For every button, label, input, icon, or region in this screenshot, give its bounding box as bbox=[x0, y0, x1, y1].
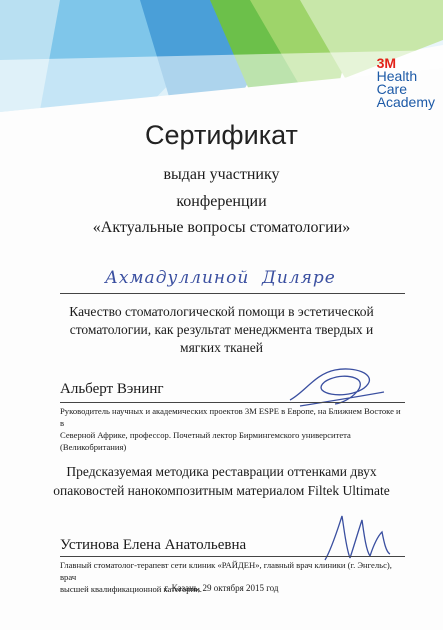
speaker-1-line bbox=[60, 402, 405, 403]
topic-1-line: Качество стоматологической помощи в эстетической bbox=[69, 304, 374, 319]
3m-health-care-academy-logo bbox=[377, 56, 435, 109]
speaker-1-desc-line: Северной Африке, профессор. Почетный лектор Бирмингемского университета (Великобритания) bbox=[60, 430, 351, 452]
topic-2 bbox=[0, 462, 443, 500]
topic-1 bbox=[0, 303, 443, 357]
logo-3m: 3M bbox=[376, 55, 397, 71]
logo-care: Care bbox=[376, 81, 407, 97]
speaker-1-name: Альберт Вэнинг bbox=[60, 381, 164, 397]
logo-health: Health bbox=[376, 68, 418, 84]
place-and-date: г. Казань, 29 октября 2015 год bbox=[164, 583, 279, 593]
speaker-2-desc-line: высшей квалификационной категории. bbox=[60, 584, 202, 594]
issued-to-text: выдан участнику bbox=[163, 166, 280, 183]
participant-name-handwritten: Диляре bbox=[262, 268, 336, 288]
speaker-1-description bbox=[60, 405, 405, 453]
participant-name-line bbox=[60, 293, 405, 294]
topic-2-line: опаковостей нанокомпозитным материалом Filtek Ultimate bbox=[53, 483, 390, 498]
logo-academy: Academy bbox=[376, 94, 435, 110]
certificate-title: Сертификат bbox=[145, 120, 298, 150]
speaker-2-line bbox=[60, 556, 405, 557]
speaker-1-desc-line: Руководитель научных и академических проектов 3M ESPE в Европе, на Ближнем Востоке и в bbox=[60, 406, 401, 428]
speaker-2-desc-line: Главный стоматолог-терапевт сети клиник «РАЙДЕН», главный врач клиники (г. Энгельс), врач bbox=[60, 560, 392, 582]
event-name-text: «Актуальные вопросы стоматологии» bbox=[92, 219, 351, 236]
participant-surname-handwritten: Ахмадуллиной bbox=[105, 268, 250, 288]
topic-1-line: мягких тканей bbox=[180, 340, 263, 355]
topic-2-line: Предсказуемая методика реставрации оттенками двух bbox=[66, 464, 377, 479]
speaker-2-name: Устинова Елена Анатольевна bbox=[60, 537, 247, 553]
event-type-text: конференции bbox=[176, 193, 267, 210]
topic-1-line: стоматологии, как результат менеджмента твердых и bbox=[69, 322, 374, 337]
